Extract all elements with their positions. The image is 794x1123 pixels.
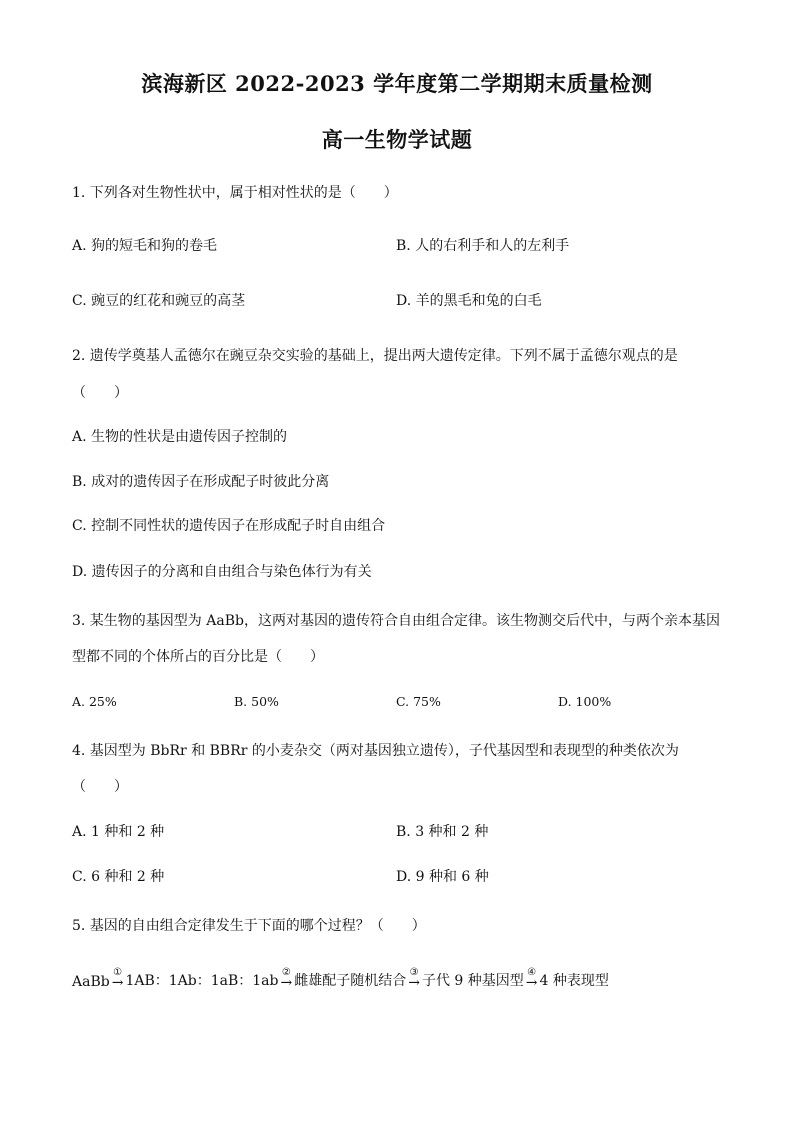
question-4-option-d: D. 9 种和 6 种 bbox=[396, 869, 489, 885]
flow-step-4: 4 种表现型 bbox=[539, 973, 609, 989]
question-1-option-b: B. 人的右利手和人的左利手 bbox=[396, 238, 570, 254]
exam-subtitle: 高一生物学试题 bbox=[321, 127, 473, 152]
flow-arrow-2 bbox=[281, 968, 293, 990]
question-3-option-b: B. 50% bbox=[234, 694, 279, 709]
question-4-stem: 4. 基因型为 BbRr 和 BBRr 的小麦杂交（两对基因独立遗传），子代基因型和表现型的种类依次为 bbox=[72, 743, 679, 759]
question-2-option-c: C. 控制不同性状的遗传因子在形成配子时自由组合 bbox=[72, 518, 386, 534]
question-1-stem: 1. 下列各对生物性状中，属于相对性状的是（ ） bbox=[72, 185, 398, 201]
question-4-option-b: B. 3 种和 2 种 bbox=[396, 824, 489, 840]
question-5-process-flow bbox=[72, 968, 609, 990]
question-1-option-d: D. 羊的黑毛和兔的白毛 bbox=[396, 293, 542, 309]
question-2-stem: 2. 遗传学奠基人孟德尔在豌豆杂交实验的基础上，提出两大遗传定律。下列不属于孟德尔观点的是 bbox=[72, 348, 678, 364]
question-1-option-c: C. 豌豆的红花和豌豆的高茎 bbox=[72, 293, 246, 309]
question-3-stem-cont: 型都不同的个体所占的百分比是（ ） bbox=[72, 649, 324, 665]
question-2-option-b: B. 成对的遗传因子在形成配子时彼此分离 bbox=[72, 474, 330, 490]
exam-title: 滨海新区 2022-2023 学年度第二学期期末质量检测 bbox=[141, 71, 653, 96]
flow-step-1: 1AB：1Ab：1aB：1ab bbox=[125, 973, 279, 989]
arrow-icon: → bbox=[408, 975, 420, 991]
flow-arrow-1 bbox=[112, 968, 124, 990]
arrow-icon: → bbox=[525, 975, 538, 991]
question-5-stem: 5. 基因的自由组合定律发生于下面的哪个过程？（ ） bbox=[72, 918, 426, 934]
question-3-option-d: D. 100% bbox=[558, 694, 612, 709]
arrow-icon: → bbox=[280, 975, 293, 991]
question-4-option-c: C. 6 种和 2 种 bbox=[72, 869, 165, 885]
question-3-option-c: C. 75% bbox=[396, 694, 441, 709]
question-1-option-a: A. 狗的短毛和狗的卷毛 bbox=[72, 238, 218, 254]
flow-step-2: 雌雄配子随机结合 bbox=[294, 973, 407, 989]
step-number-2: ② bbox=[281, 967, 291, 978]
flow-arrow-3 bbox=[408, 968, 420, 990]
question-2-option-a: A. 生物的性状是由遗传因子控制的 bbox=[72, 429, 288, 445]
question-4-option-a: A. 1 种和 2 种 bbox=[72, 824, 165, 840]
question-2-option-d: D. 遗传因子的分离和自由组合与染色体行为有关 bbox=[72, 564, 372, 580]
question-3-option-a: A. 25% bbox=[72, 694, 117, 709]
question-4-stem-cont: （ ） bbox=[72, 779, 128, 795]
step-number-3: ③ bbox=[409, 967, 419, 978]
question-2-stem-cont: （ ） bbox=[72, 385, 128, 401]
step-number-1: ① bbox=[113, 967, 123, 978]
flow-arrow-4 bbox=[526, 968, 538, 990]
step-number-4: ④ bbox=[527, 967, 537, 978]
flow-step-3: 子代 9 种基因型 bbox=[421, 973, 524, 989]
question-3-stem: 3. 某生物的基因型为 AaBb，这两对基因的遗传符合自由组合定律。该生物测交后代中，与两个亲本基因 bbox=[72, 613, 720, 629]
arrow-icon: → bbox=[111, 975, 124, 991]
flow-start: AaBb bbox=[72, 974, 110, 990]
